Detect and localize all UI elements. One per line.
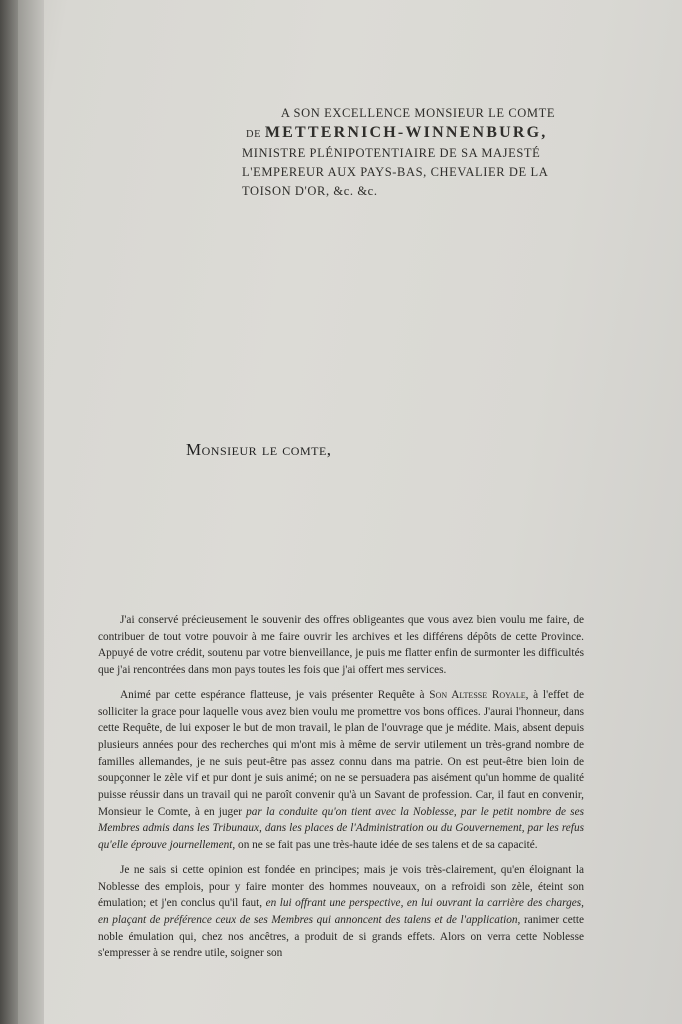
dedication-line-1: A SON EXCELLENCE MONSIEUR LE COMTE [280,106,556,120]
paragraph-2-text-c: , à l'effet de solliciter la grace pour laquelle vous avez bien voulu me promettre vos bons offices. J'aurai l'honneur, dans cette Requête, de lui exposer le but de mon travail, le plan de l'ouvrage que je médite. Mais, absent depuis plusieurs années pour des recherches qui m'ont mis à même de servir utilement un très-grand nombre de familles allemandes, je ne suis peut-être pas assez connu dans ma patrie. On est peut-être bien loin de soupçonner le zèle vif et pur dont je suis animé; on ne se persuadera pas aisément qu'un homme de qualité puisse réussir dans un travail qui ne paroît convenir qu'à un Savant de profession. Car, il faut en convenir, Monsieur le Comte, à en juger [98,688,584,818]
paragraph-1-text: J'ai conservé précieusement le souvenir des offres obligeantes que vous avez bien voulu me faire, de contribuer de tout votre pouvoir à me faire ouvrir les archives et les différens dépôts de cette Province. Appuyé de votre crédit, soutenu par votre bienveillance, je puis me flatter enfin de surmonter les difficultés que j'ai rencontrées dans mon pays toutes les fois que j'ai offert mes services. [98,614,584,677]
dedication-block [242,104,594,201]
paragraph-2-italic: par la conduite qu'on tient avec la Noblesse, par le petit nombre de ses Membres admis dans les Tribunaux, dans les places de l'Administration ou du Gouvernement, par les refus qu'elle éprouve journellement [98,805,584,852]
paragraph-3-italic: en lui offrant une perspective, en lui ouvrant la carrière des charges, en plaçant de préférence ceux de ses Membres qui annoncent des talens et de l'application [98,897,584,926]
letter-body [98,612,584,970]
paragraph-3-text-a: Je ne sais si cette opinion est fondée en principes; mais je vois très-clairement, qu'en éloignant la Noblesse des emplois, pour y faire monter des hommes nouveaux, on a refroidi son zèle, éteint son émulation; et j'en conclus qu'il faut, [98,863,584,910]
dedication-line-2-prefix: DE [246,129,262,140]
paragraph-3-text-c: , ranimer cette noble émulation qui, chez nos ancêtres, a produit de si grands effets. Alors on verra cette Noblesse s'empresser à se rendre utile, soigner son [98,913,585,960]
dedication-line-3: MINISTRE PLÉNIPOTENTIAIRE DE SA MAJESTÉ [242,146,541,160]
paragraph-2-text-a: Animé par cette espérance flatteuse, je vais présenter Requête à [120,688,430,701]
dedication-line-4: L'EMPEREUR AUX PAYS-BAS, CHEVALIER DE LA [242,165,549,179]
left-page-edge [0,0,18,1024]
dedication-name: METTERNICH-WINNENBURG, [264,124,548,141]
dedication-line-2 [242,123,594,144]
paragraph-2-text-e: , on ne se fait pas une très-haute idée de ses talens et de sa capacité. [232,839,538,852]
paragraph-2 [98,687,584,854]
paragraph-2-small-caps: Son Altesse Royale [429,688,526,701]
paragraph-3 [98,862,584,962]
dedication-line-5: TOISON D'OR, &c. &c. [242,184,378,198]
paragraph-1 [98,612,584,679]
salutation: Monsieur le comte, [186,440,332,459]
